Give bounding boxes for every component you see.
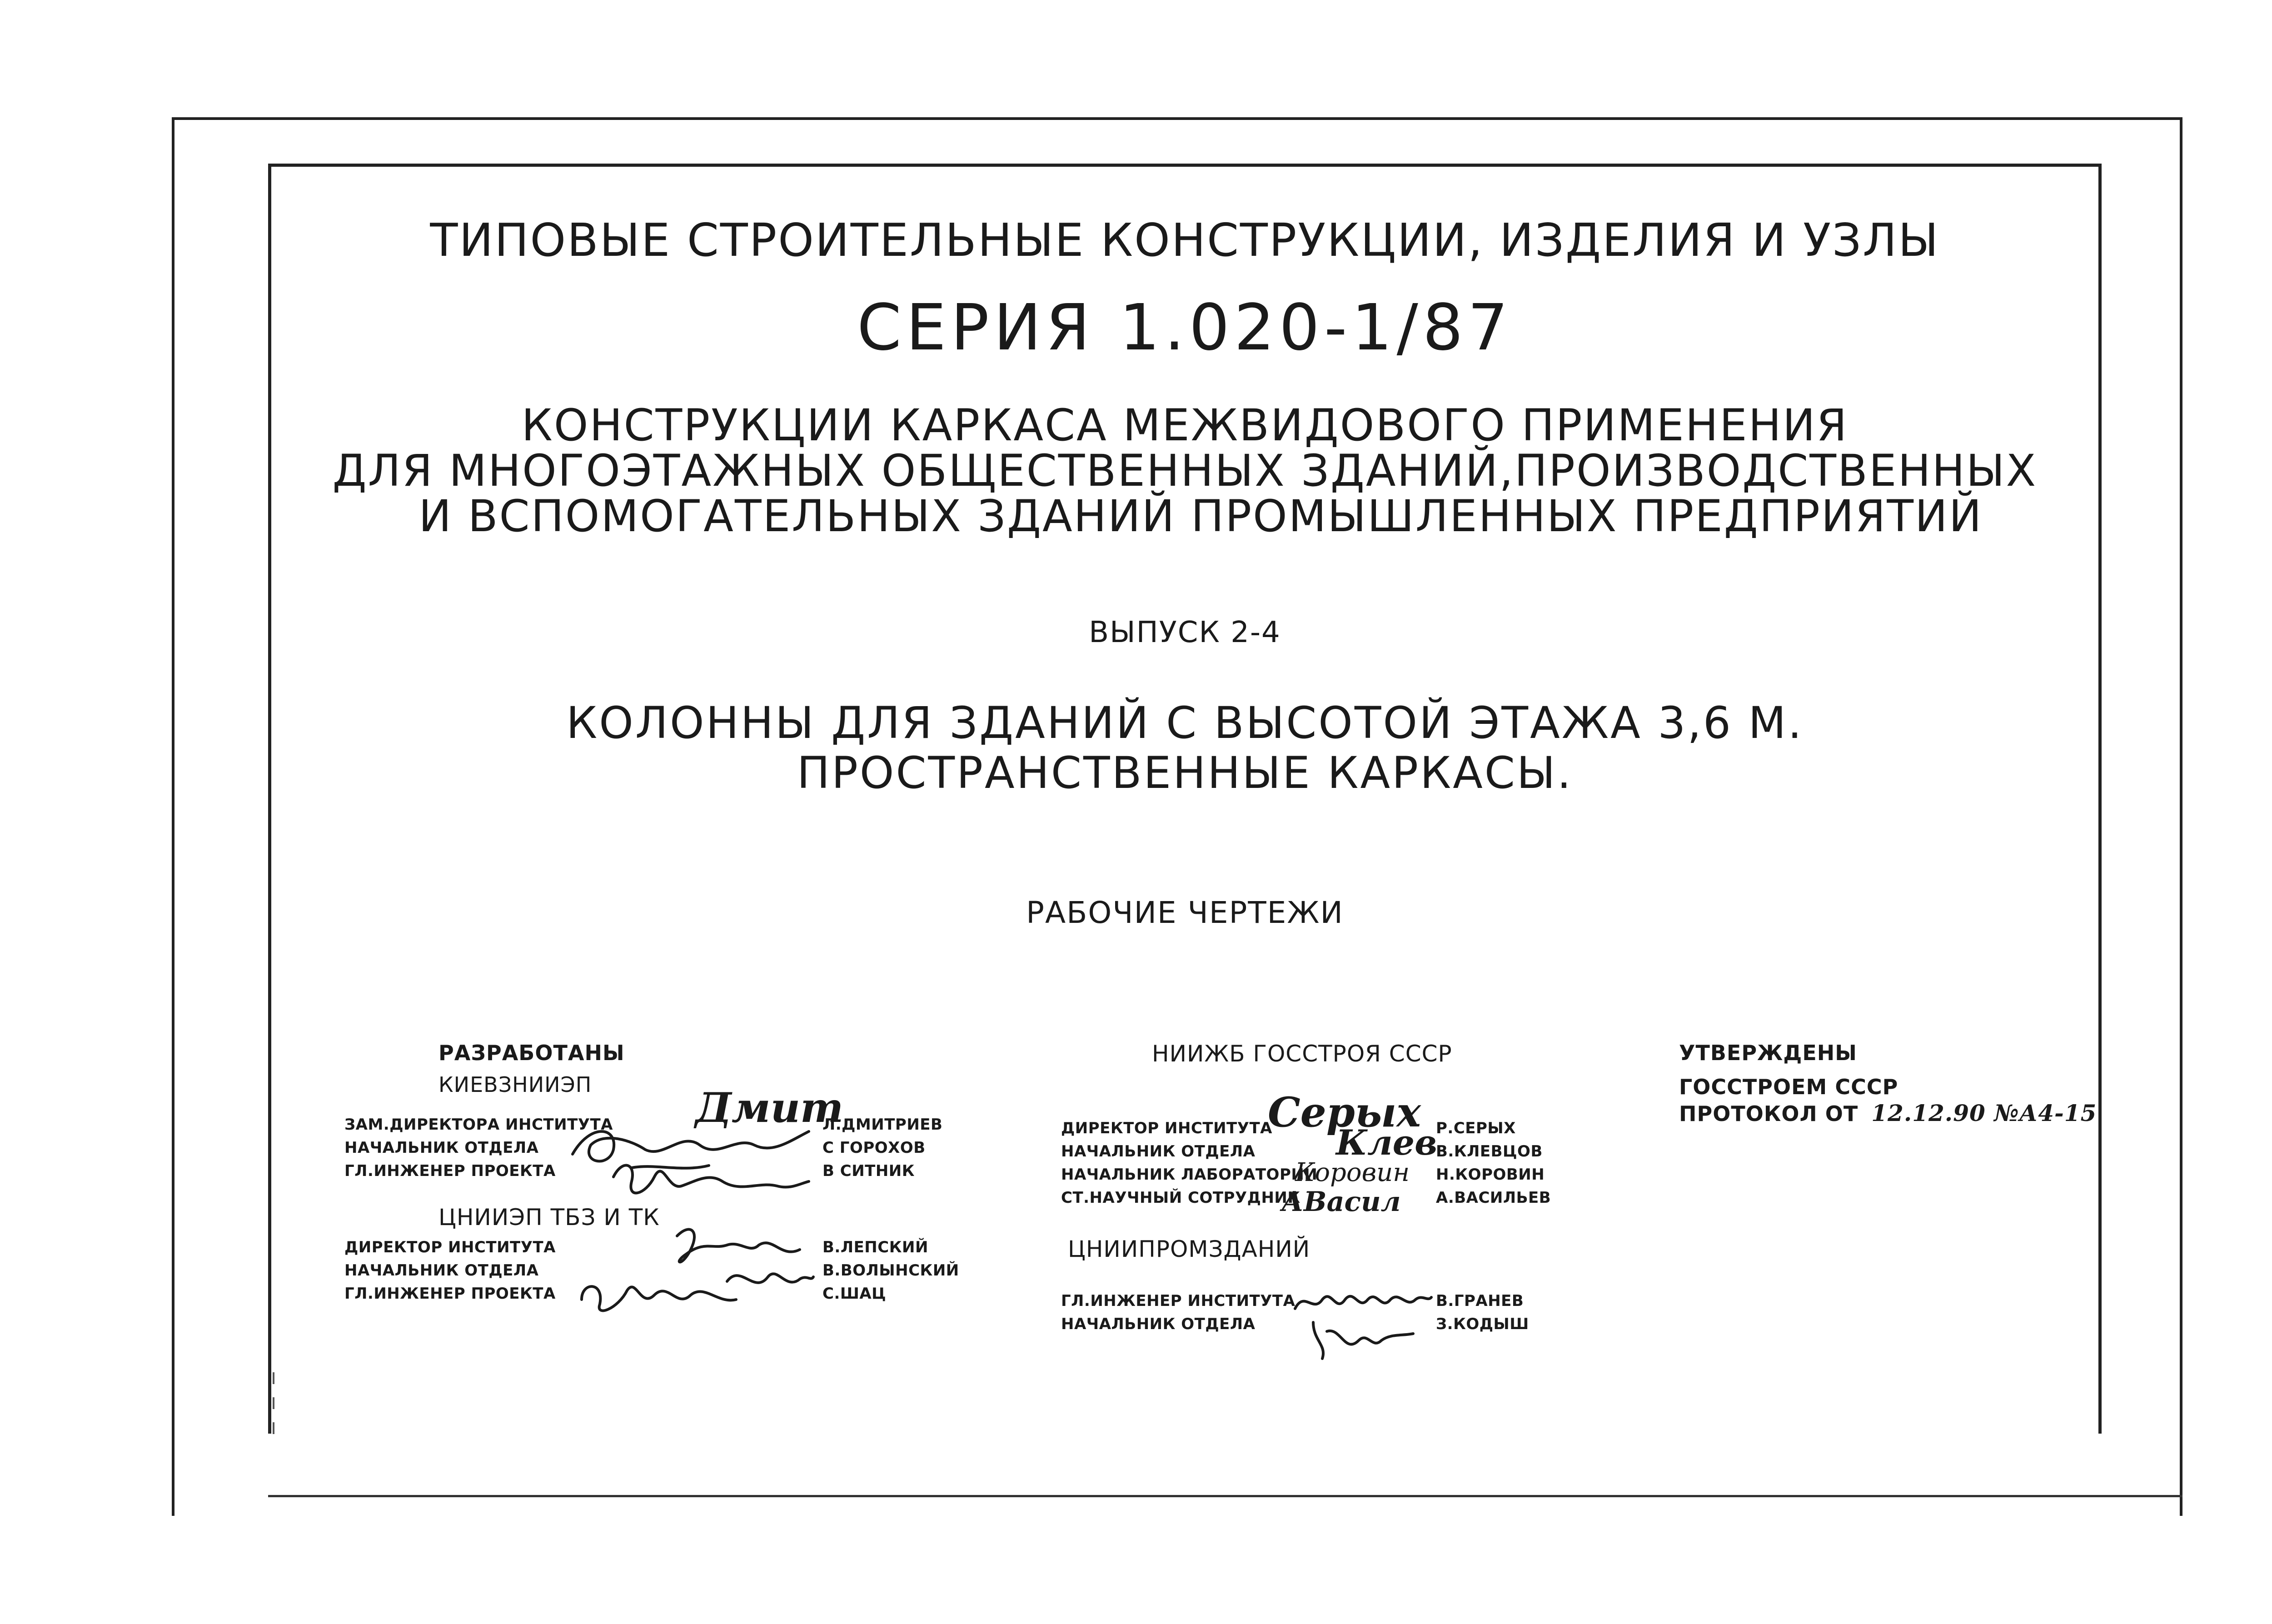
- tsnii-name-1: В.ГРАНЕВ: [1436, 1292, 1524, 1310]
- org2-name-3: С.ШАЦ: [822, 1285, 887, 1303]
- org1-position-3: ГЛ.ИНЖЕНЕР ПРОЕКТА: [344, 1162, 556, 1180]
- bottom-rule: [268, 1495, 2182, 1497]
- title-line-2: ДЛЯ МНОГОЭТАЖНЫХ ОБЩЕСТВЕННЫХ ЗДАНИЙ,ПРОИЗВОДСТВЕННЫХ: [332, 445, 2038, 496]
- org1-name-2: С ГОРОХОВ: [822, 1139, 926, 1157]
- protocol-prefix: ПРОТОКОЛ ОТ: [1679, 1101, 1858, 1126]
- tsnii-position-1: ГЛ.ИНЖЕНЕР ИНСТИТУТА: [1061, 1292, 1295, 1310]
- margin-tick: [273, 1397, 274, 1409]
- org1-position-2: НАЧАЛЬНИК ОТДЕЛА: [344, 1139, 539, 1157]
- title-line-3: И ВСПОМОГАТЕЛЬНЫХ ЗДАНИЙ ПРОМЫШЛЕННЫХ ПРЕДПРИЯТИЙ: [419, 491, 1983, 542]
- org1-name-3: В СИТНИК: [822, 1162, 915, 1180]
- document-type: РАБОЧИЕ ЧЕРТЕЖИ: [1026, 895, 1344, 930]
- developed-heading: РАЗРАБОТАНЫ: [438, 1041, 625, 1065]
- signature-korovin: Коровин: [1295, 1158, 1410, 1187]
- protocol-handwritten: 12.12.90 №А4-15: [1871, 1100, 2097, 1126]
- niizhb-position-1: ДИРЕКТОР ИНСТИТУТА: [1061, 1119, 1272, 1137]
- signature-vasiliev: АВасил: [1281, 1186, 1401, 1218]
- org2-position-3: ГЛ.ИНЖЕНЕР ПРОЕКТА: [344, 1285, 556, 1303]
- margin-tick: [273, 1372, 274, 1384]
- approved-line-2: [1679, 1100, 2097, 1126]
- subject-line-1: КОЛОННЫ ДЛЯ ЗДАНИЙ С ВЫСОТОЙ ЭТАЖА 3,6 М.: [566, 697, 1804, 748]
- title-line-1: КОНСТРУКЦИИ КАРКАСА МЕЖВИДОВОГО ПРИМЕНЕНИЯ: [521, 400, 1848, 451]
- org-niizhb: НИИЖБ ГОССТРОЯ СССР: [1152, 1041, 1452, 1067]
- subject-line-2: ПРОСТРАНСТВЕННЫЕ КАРКАСЫ.: [797, 747, 1573, 798]
- tsnii-position-2: НАЧАЛЬНИК ОТДЕЛА: [1061, 1315, 1256, 1333]
- niizhb-name-2: В.КЛЕВЦОВ: [1436, 1142, 1543, 1161]
- org2-position-1: ДИРЕКТОР ИНСТИТУТА: [344, 1238, 556, 1256]
- niizhb-name-1: Р.СЕРЫХ: [1436, 1119, 1516, 1137]
- niizhb-name-4: А.ВАСИЛЬЕВ: [1436, 1189, 1551, 1207]
- series-number: СЕРИЯ 1.020-1/87: [857, 291, 1513, 365]
- signature-dmitriev: Дмит: [695, 1084, 844, 1132]
- org-kievzniiep: КИЕВЗНИИЭП: [438, 1072, 592, 1097]
- org-tsniiep: ЦНИИЭП ТБЗ И ТК: [438, 1204, 660, 1230]
- signature-serykh: Серых: [1268, 1088, 1421, 1136]
- org1-position-1: ЗАМ.ДИРЕКТОРА ИНСТИТУТА: [344, 1116, 613, 1134]
- org-tsniipromzdaniy: ЦНИИПРОМЗДАНИЙ: [1068, 1236, 1310, 1262]
- niizhb-position-2: НАЧАЛЬНИК ОТДЕЛА: [1061, 1142, 1256, 1161]
- signature-shats: [573, 1268, 745, 1322]
- tsnii-name-2: З.КОДЫШ: [1436, 1315, 1529, 1333]
- niizhb-position-4: СТ.НАУЧНЫЙ СОТРУДНИК: [1061, 1189, 1300, 1207]
- signature-kodysh: [1295, 1309, 1418, 1368]
- signature-sitnik: [604, 1150, 813, 1209]
- niizhb-position-3: НАЧАЛЬНИК ЛАБОРАТОРИИ: [1061, 1166, 1318, 1184]
- org1-name-1: Л.ДМИТРИЕВ: [822, 1116, 943, 1134]
- approved-line-1: ГОССТРОЕМ СССР: [1679, 1075, 1898, 1099]
- org2-position-2: НАЧАЛЬНИК ОТДЕЛА: [344, 1261, 539, 1280]
- issue-number: ВЫПУСК 2-4: [1089, 616, 1281, 649]
- approved-heading: УТВЕРЖДЕНЫ: [1679, 1041, 1857, 1065]
- series-type: ТИПОВЫЕ СТРОИТЕЛЬНЫЕ КОНСТРУКЦИИ, ИЗДЕЛИЯ И УЗЛЫ: [430, 214, 1940, 267]
- org2-name-1: В.ЛЕПСКИЙ: [822, 1238, 928, 1256]
- niizhb-name-3: Н.КОРОВИН: [1436, 1166, 1545, 1184]
- margin-tick: [273, 1422, 274, 1434]
- signature-klevtsov: Клев: [1336, 1122, 1438, 1163]
- org2-name-2: В.ВОЛЫНСКИЙ: [822, 1261, 959, 1280]
